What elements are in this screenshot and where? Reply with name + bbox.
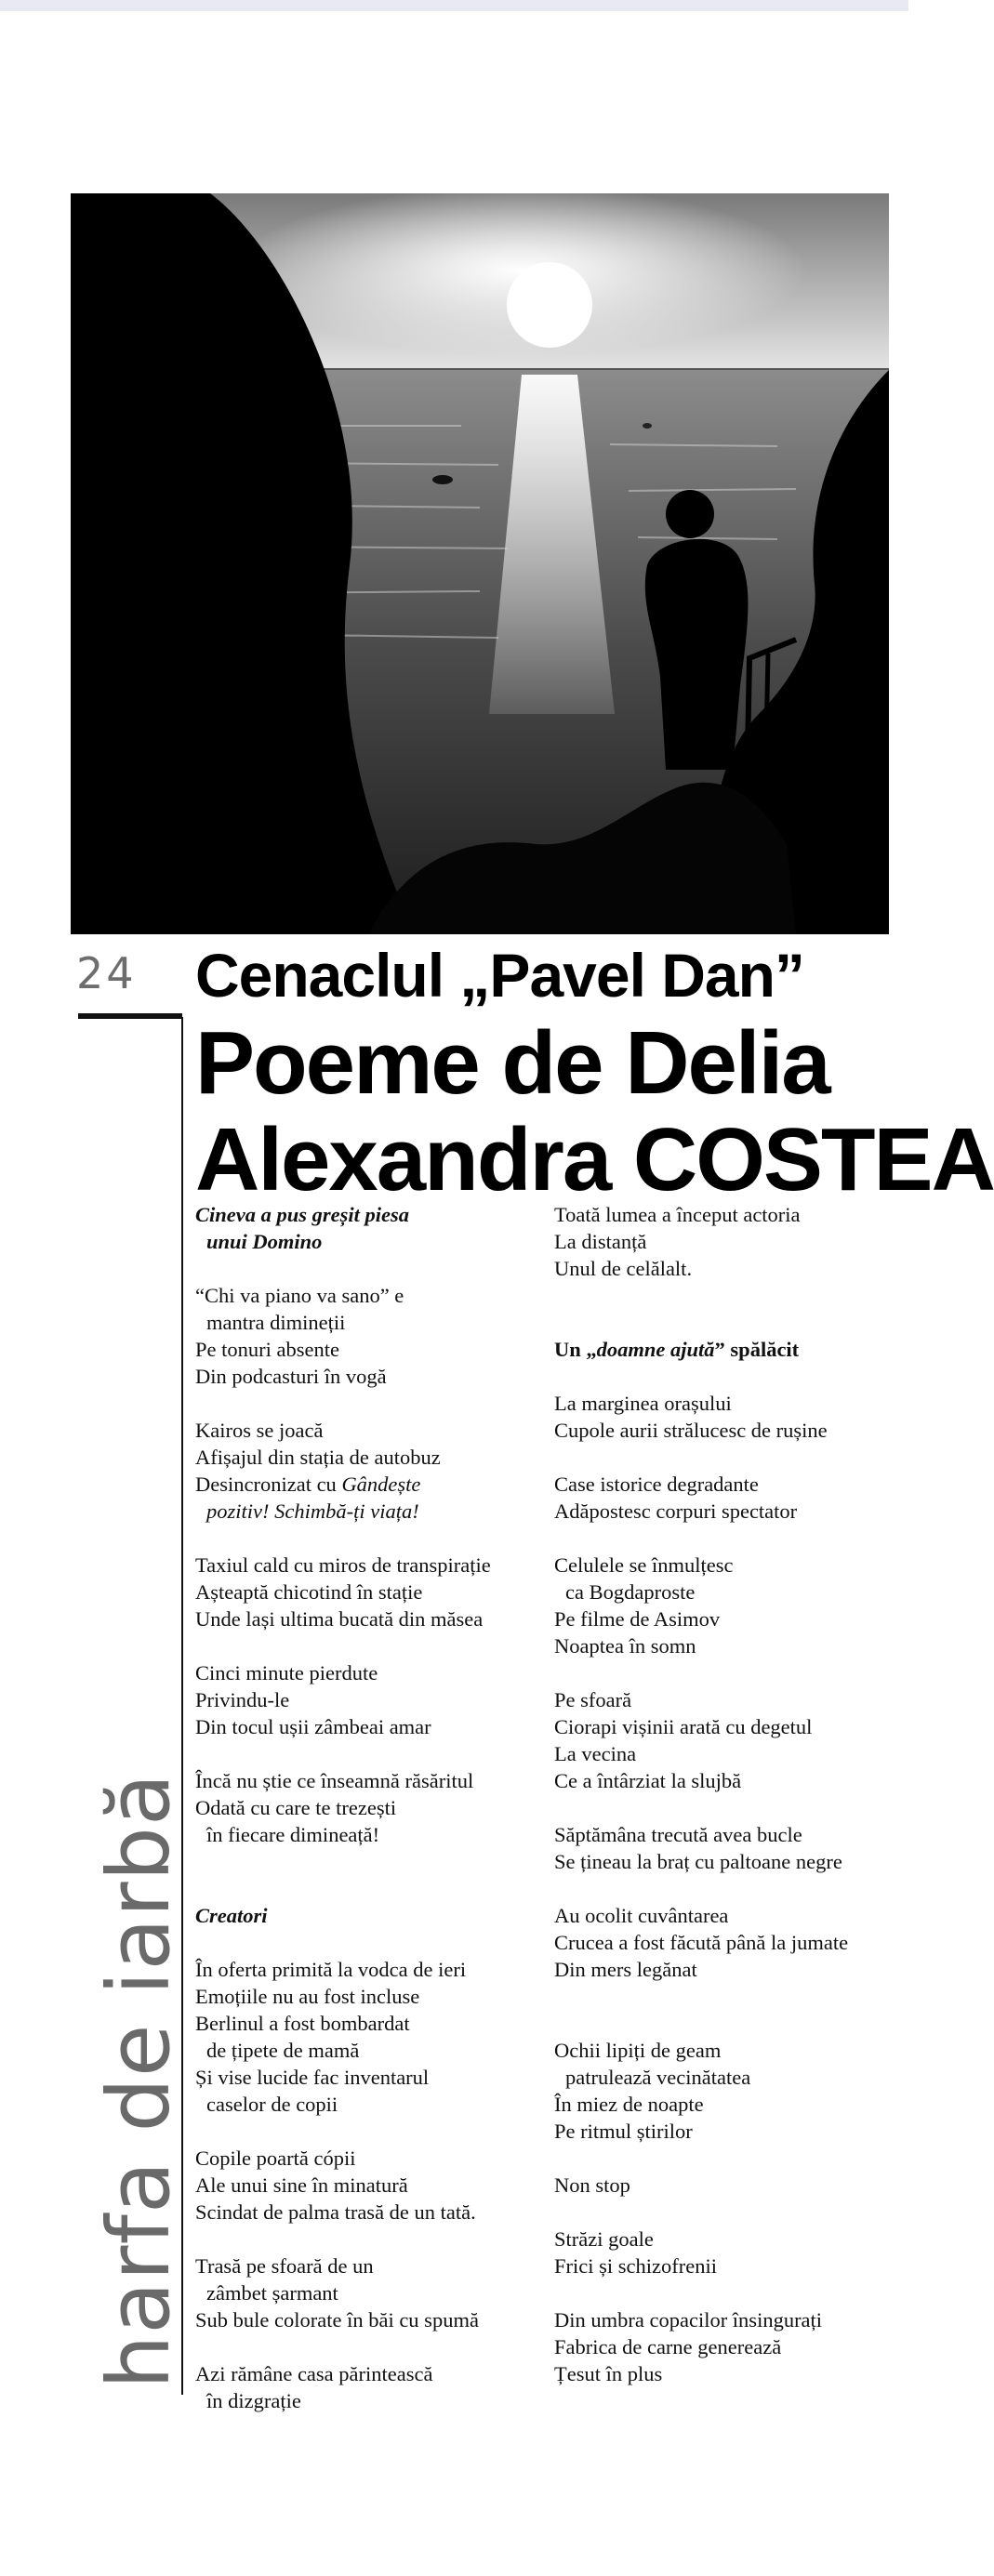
verse-line: Adăpostesc corpuri spectator <box>554 1499 798 1523</box>
verse-line: Emoțiile nu au fost incluse <box>195 1985 420 2008</box>
stanza-gap <box>195 1875 544 1902</box>
verse-line: Frici și schizofrenii <box>554 2254 717 2278</box>
verse-line: Noaptea în somn <box>554 1634 696 1658</box>
verse-line <box>195 1498 544 1525</box>
verse-line: Ale unui sine în minatură <box>195 2173 408 2197</box>
verse-line: Din umbra copacilor însingurați <box>554 2308 823 2332</box>
verse-line: La marginea orașului <box>554 1392 732 1415</box>
top-edge-bar <box>0 0 908 11</box>
verse-line: caselor de copii <box>206 2093 338 2116</box>
verse-line: Trasă pe sfoară de un <box>195 2254 374 2278</box>
verse-line: Sub bule colorate în băi cu spumă <box>195 2308 479 2332</box>
stanza-gap <box>195 1848 544 1875</box>
magazine-side-title: harfa de iarbă <box>89 1772 189 2389</box>
verse-line: La distanță <box>554 1230 647 1253</box>
verse-line: Copile poartă cópii <box>195 2147 356 2170</box>
verse-line: Azi rămâne casa părintească <box>195 2362 433 2385</box>
stanza-gap <box>554 2010 908 2037</box>
verse-line: Pe sfoară <box>554 1688 632 1711</box>
verse-line <box>195 1471 544 1498</box>
poem-title-part: ” spălăcit <box>714 1338 800 1361</box>
verse-line: Privindu-le <box>195 1688 290 1711</box>
verse-line: Ce a întârziat la slujbă <box>554 1769 742 1792</box>
stanza-gap <box>554 2279 908 2306</box>
stanza-gap <box>554 2145 908 2172</box>
stanza-gap <box>195 1929 544 1956</box>
verse-line: În oferta primită la vodca de ieri <box>195 1958 467 1981</box>
verse-line: Ciorapi vișinii arată cu degetul <box>554 1715 813 1738</box>
stanza-gap <box>554 1282 908 1309</box>
verse-line: Cupole aurii strălucesc de rușine <box>554 1419 828 1442</box>
verse-italic: Gândește <box>341 1473 421 1496</box>
section-kicker: Cenaclul „Pavel Dan” <box>195 941 804 1010</box>
verse-line: Din mers legănat <box>554 1958 697 1981</box>
stanza-gap <box>554 1659 908 1686</box>
stanza-gap <box>195 2226 544 2252</box>
stanza-gap <box>554 2199 908 2226</box>
verse-line: Pe ritmul știrilor <box>554 2120 693 2143</box>
verse-line: Toată lumea a început actoria <box>554 1203 801 1226</box>
verse-line: Unde lași ultima bucată din măsea <box>195 1607 484 1631</box>
poem-title <box>554 1336 908 1363</box>
verse-line: Odată cu care te trezești <box>195 1796 397 1819</box>
poem-title-continued: unui Domino <box>206 1230 323 1253</box>
poem-title-part: Un „ <box>554 1338 597 1361</box>
verse-line: zâmbet șarmant <box>206 2281 338 2305</box>
left-column <box>195 1201 544 2414</box>
verse-line: Încă nu știe ce înseamnă răsăritul <box>195 1769 474 1792</box>
verse-line: În miez de noapte <box>554 2093 704 2116</box>
article-title <box>195 1013 994 1209</box>
verse-line: în dizgrație <box>206 2389 301 2412</box>
verse-line: Scindat de palma trasă de un tată. <box>195 2200 476 2224</box>
stanza-gap <box>554 1794 908 1821</box>
stanza-gap <box>195 1525 544 1552</box>
verse-line: Așteaptă chicotind în stație <box>195 1580 423 1604</box>
verse-line: Pe filme de Asimov <box>554 1607 721 1631</box>
stanza-gap <box>554 1525 908 1552</box>
stanza-gap <box>195 1632 544 1659</box>
verse-line: patrulează vecinătatea <box>565 2066 751 2089</box>
page-number: 24 <box>76 948 137 998</box>
verse-line: Au ocolit cuvântarea <box>554 1904 729 1927</box>
verse-line: Fabrica de carne generează <box>554 2335 782 2358</box>
stanza-gap <box>554 1363 908 1390</box>
verse-line: “Chi va piano va sano” e <box>195 1284 404 1307</box>
verse-line: Săptămâna trecută avea bucle <box>554 1823 802 1846</box>
verse-line: Berlinul a fost bombardat <box>195 2012 410 2035</box>
poem-title: Creatori <box>195 1904 268 1927</box>
verse-line: Pe tonuri absente <box>195 1338 339 1361</box>
stanza-gap <box>195 1255 544 1282</box>
verse-line: Taxiul cald cu miros de transpirație <box>195 1553 491 1577</box>
sea-photo-illustration <box>71 193 889 934</box>
verse-line: ca Bogdaproste <box>565 1580 696 1604</box>
verse-line: Non stop <box>554 2173 630 2197</box>
verse-line: Țesut în plus <box>554 2362 663 2385</box>
verse-line: în fiecare dimineață! <box>206 1823 380 1846</box>
stanza-gap <box>195 2118 544 2145</box>
stanza-gap <box>195 1740 544 1767</box>
verse-line: Străzi goale <box>554 2227 654 2251</box>
verse-line: Celulele se înmulțesc <box>554 1553 734 1577</box>
verse-italic: pozitiv! Schimbă-ți viața! <box>206 1499 419 1523</box>
verse-line: Unul de celălalt. <box>554 1257 693 1280</box>
stanza-gap <box>554 1983 908 2010</box>
sea-photo <box>71 193 889 934</box>
verse-line: Cinci minute pierdute <box>195 1661 378 1684</box>
right-column <box>554 1201 908 2387</box>
poem-title-italic: doamne ajută <box>596 1338 715 1361</box>
page-number-rule <box>78 1013 182 1019</box>
stanza-gap <box>554 1309 908 1336</box>
verse-line: Case istorice degradante <box>554 1473 759 1496</box>
verse-line: mantra dimineții <box>206 1311 346 1334</box>
verse-line: Kairos se joacă <box>195 1419 324 1442</box>
poem-title: Cineva a pus greșit piesa <box>195 1203 410 1226</box>
stanza-gap <box>554 1444 908 1471</box>
verse-text: Desincronizat cu <box>195 1473 342 1496</box>
verse-line: Din podcasturi în vogă <box>195 1365 387 1388</box>
verse-line: Afișajul din stația de autobuz <box>195 1446 441 1469</box>
verse-line: La vecina <box>554 1742 637 1765</box>
article-title-line-2: Alexandra COSTEA <box>195 1110 994 1209</box>
verse-line: Se țineau la braț cu paltoane negre <box>554 1850 842 1873</box>
verse-line: Crucea a fost făcută până la jumate <box>554 1931 849 1954</box>
article-title-line-1: Poeme de Delia <box>195 1013 829 1113</box>
stanza-gap <box>195 1390 544 1417</box>
verse-line: Din tocul ușii zâmbeai amar <box>195 1715 431 1738</box>
verse-line: Și vise lucide fac inventarul <box>195 2066 430 2089</box>
stanza-gap <box>195 2333 544 2360</box>
stanza-gap <box>554 1875 908 1902</box>
verse-line: Ochii lipiți de geam <box>554 2039 722 2062</box>
verse-line: de țipete de mamă <box>206 2039 360 2062</box>
